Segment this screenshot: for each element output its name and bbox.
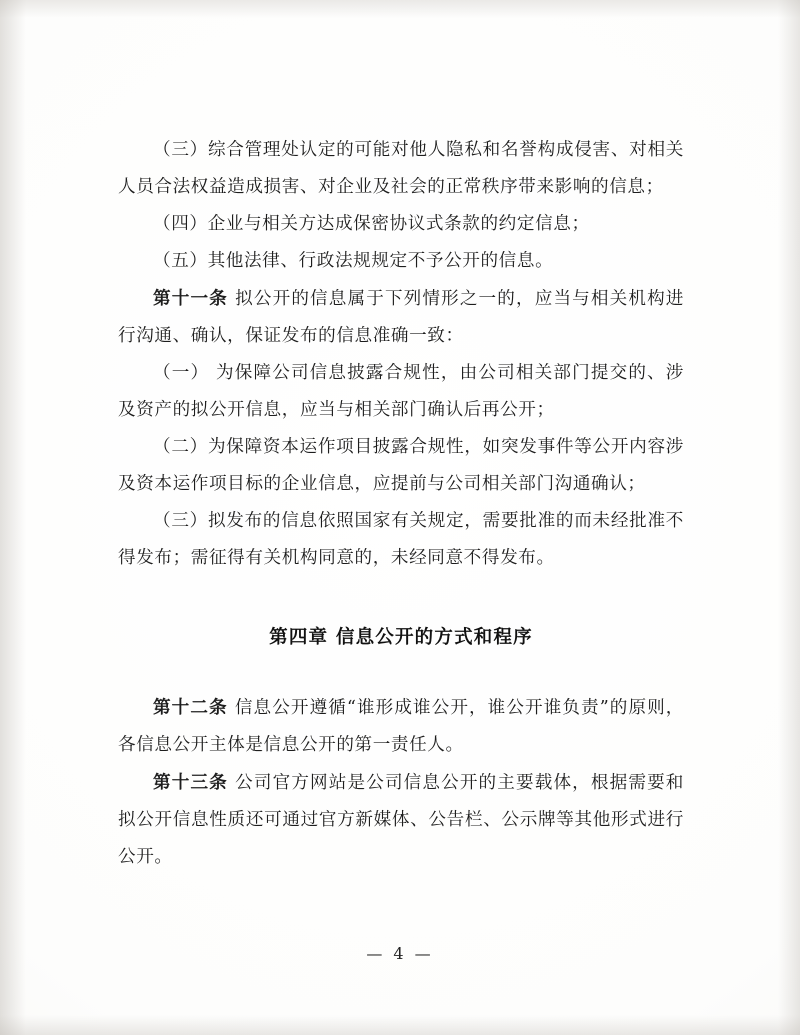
article-paragraph bbox=[118, 689, 684, 764]
list-item-paragraph: （三）综合管理处认定的可能对他人隐私和名誉构成侵害、对相关人员合法权益造成损害、对企业及社会的正常秩序带来影响的信息； bbox=[118, 140, 684, 197]
section-spacer bbox=[118, 649, 684, 689]
list-item-paragraph: （四）企业与相关方达成保密协议式条款的约定信息； bbox=[153, 214, 590, 234]
list-item-paragraph: （三）拟发布的信息依照国家有关规定，需要批准的而未经批准不得发布；需征得有关机构同意的，未经同意不得发布。 bbox=[118, 511, 684, 568]
article-text: 公司官方网站是公司信息公开的主要载体，根据需要和拟公开信息性质还可通过官方新媒体、公告栏、公示牌等其他形式进行公开。 bbox=[118, 773, 684, 867]
page-number: — 4 — bbox=[366, 944, 434, 963]
article-text: 信息公开遵循“谁形成谁公开，谁公开谁负责”的原则，各信息公开主体是信息公开的第一责任人。 bbox=[118, 698, 684, 755]
list-item-paragraph: （五）其他法律、行政法规规定不予公开的信息。 bbox=[153, 251, 554, 271]
page-edge-shadow-bottom bbox=[0, 1015, 800, 1035]
article-paragraph bbox=[118, 280, 684, 355]
page-edge-shadow-top bbox=[0, 0, 800, 18]
list-item-paragraph: （二）为保障资本运作项目披露合规性，如突发事件等公开内容涉及资本运作项目标的企业信息，应提前与公司相关部门沟通确认； bbox=[118, 437, 684, 494]
page-edge-shadow-left bbox=[0, 0, 26, 1035]
page-edge-shadow-right bbox=[778, 0, 800, 1035]
document-body bbox=[118, 132, 684, 876]
article-paragraph bbox=[118, 764, 684, 876]
section-spacer bbox=[118, 577, 684, 623]
article-text: 拟公开的信息属于下列情形之一的，应当与相关机构进行沟通、确认，保证发布的信息准确一致： bbox=[118, 289, 684, 346]
article-number-label: 第十三条 bbox=[153, 772, 236, 793]
list-item-paragraph: （一） 为保障公司信息披露合规性，由公司相关部门提交的、涉及资产的拟公开信息，应当与相关部门确认后再公开； bbox=[118, 363, 684, 420]
article-number-label: 第十二条 bbox=[153, 697, 235, 718]
article-number-label: 第十一条 bbox=[153, 288, 236, 309]
chapter-heading: 第四章 信息公开的方式和程序 bbox=[269, 627, 533, 648]
